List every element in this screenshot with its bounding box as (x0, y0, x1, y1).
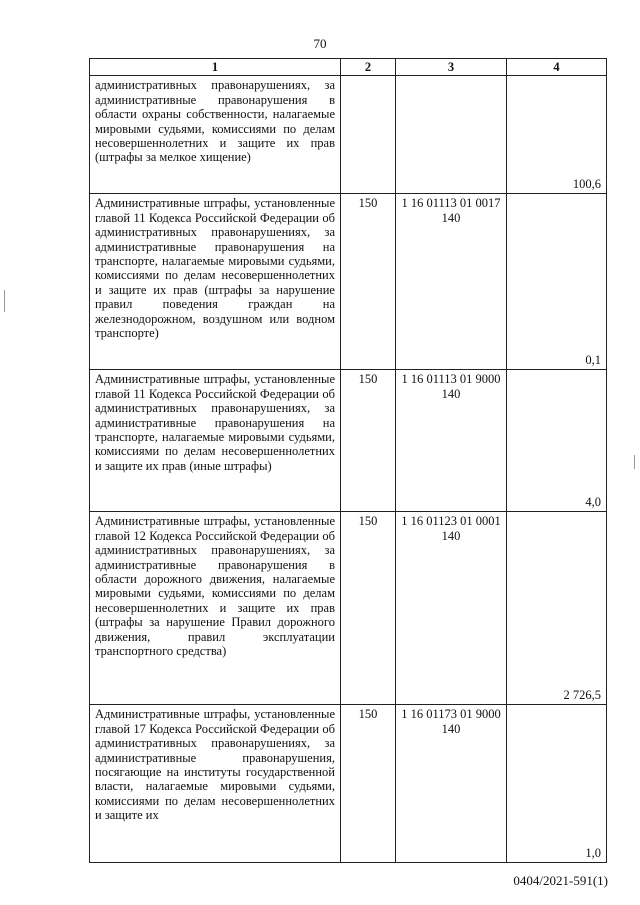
row-description: Административные штрафы, установленные главой 11 Кодекса Российской Федерации об административных правонарушениях, за административные правонарушения на транспорте, налагаемые мировыми судьями, комиссиями по делам несовершеннолетних и защите их прав (штрафы за нарушение правил поведения граждан на железнодорожном, воздушном или водном транспорте) (90, 194, 341, 370)
row-admin-code: 150 (341, 370, 396, 512)
row-amount: 2 726,5 (507, 512, 607, 705)
row-admin-code (341, 76, 396, 194)
column-header-4: 4 (507, 59, 607, 76)
row-description: административных правонарушениях, за административные правонарушения в области охраны собственности, налагаемые мировыми судьями, комиссиями по делам несовершеннолетних и защите их прав (штрафы за мелкое хищение) (90, 76, 341, 194)
row-amount: 100,6 (507, 76, 607, 194)
scan-edge-mark (4, 290, 5, 312)
row-description: Административные штрафы, установленные главой 11 Кодекса Российской Федерации об административных правонарушениях, за административные правонарушения на транспорте, налагаемые мировыми судьями, комиссиями по делам несовершеннолетних и защите их прав (иные штрафы) (90, 370, 341, 512)
column-header-3: 3 (396, 59, 507, 76)
row-amount: 4,0 (507, 370, 607, 512)
row-budget-code: 1 16 01113 01 9000 140 (396, 370, 507, 512)
page-number: 70 (313, 36, 327, 51)
row-amount: 0,1 (507, 194, 607, 370)
row-description: Административные штрафы, установленные главой 17 Кодекса Российской Федерации об административных правонарушениях, за административные правонарушения, посягающие на институты государственной власти, налагаемые мировыми судьями, комиссиями по делам несовершеннолетних и защите их (90, 705, 341, 863)
row-budget-code (396, 76, 507, 194)
row-admin-code: 150 (341, 512, 396, 705)
column-header-1: 1 (90, 59, 341, 76)
table-row (90, 76, 607, 194)
scan-edge-mark (634, 455, 635, 469)
row-amount: 1,0 (507, 705, 607, 863)
row-budget-code: 1 16 01123 01 0001 140 (396, 512, 507, 705)
table-row (90, 370, 607, 512)
column-header-2: 2 (341, 59, 396, 76)
row-budget-code: 1 16 01173 01 9000 140 (396, 705, 507, 863)
row-budget-code: 1 16 01113 01 0017 140 (396, 194, 507, 370)
table-header-row (90, 59, 607, 76)
row-admin-code: 150 (341, 194, 396, 370)
table-row (90, 705, 607, 863)
budget-revenue-table (89, 58, 607, 863)
table-row (90, 512, 607, 705)
row-admin-code: 150 (341, 705, 396, 863)
row-description: Административные штрафы, установленные главой 12 Кодекса Российской Федерации об административных правонарушениях, за административные правонарушения в области дорожного движения, налагаемые мировыми судьями, комиссиями по делам несовершеннолетних и защите их прав (штрафы за нарушение Правил дорожного движения, правил эксплуатации транспортного средства) (90, 512, 341, 705)
table-row (90, 194, 607, 370)
document-code: 0404/2021-591(1) (513, 873, 608, 888)
